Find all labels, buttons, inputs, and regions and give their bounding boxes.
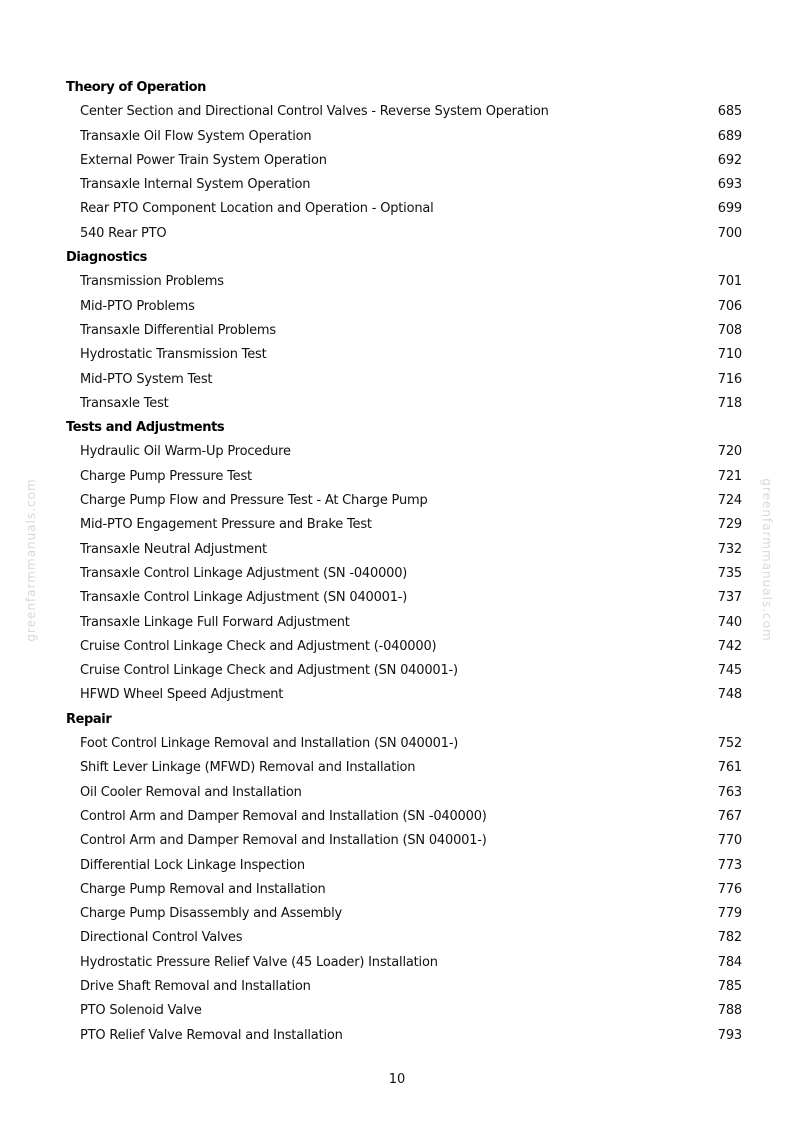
toc-entry-title: Charge Pump Removal and Installation [80,881,326,897]
toc-entry[interactable] [66,1024,742,1048]
toc-entry[interactable] [66,756,742,780]
toc-entry[interactable] [66,659,742,683]
toc-entry[interactable] [66,829,742,853]
toc-entry[interactable] [66,392,742,416]
toc-entry-page: 776 [717,881,742,897]
toc-entry[interactable] [66,854,742,878]
toc-entry-title: Foot Control Linkage Removal and Installation (SN 040001-) [80,736,459,752]
toc-entry-page: 788 [717,1003,742,1019]
toc-entry-page: 740 [717,614,742,630]
toc-entry[interactable] [66,343,742,367]
watermark-left: greenfarmmanuals.com [24,478,38,642]
toc-entry-title: Transaxle Test [80,395,169,411]
toc-entry[interactable] [66,513,742,537]
toc-entry-page: 770 [717,833,742,849]
toc-entry-title: Control Arm and Damper Removal and Installation (SN 040001-) [80,833,487,849]
toc-entry[interactable] [66,586,742,610]
toc-section [66,708,742,1048]
toc-entry[interactable] [66,489,742,513]
toc-entry-page: 782 [717,930,742,946]
toc-entry-page: 693 [717,177,742,193]
toc-entry-title: Hydraulic Oil Warm-Up Procedure [80,444,291,460]
toc-entry-title: Differential Lock Linkage Inspection [80,857,305,873]
toc-entry[interactable] [66,125,742,149]
toc-entry-title: External Power Train System Operation [80,152,327,168]
toc-entry[interactable] [66,368,742,392]
toc-entry-title: Directional Control Valves [80,930,243,946]
toc-entry-page: 752 [717,736,742,752]
toc-entry-title: Hydrostatic Transmission Test [80,347,267,363]
toc-entry[interactable] [66,222,742,246]
toc-entry-title: Mid-PTO Problems [80,298,195,314]
toc-entry[interactable] [66,975,742,999]
toc-entry[interactable] [66,878,742,902]
toc-entry[interactable] [66,149,742,173]
toc-entry-page: 710 [717,347,742,363]
toc-entry-page: 745 [717,663,742,679]
toc-entry[interactable] [66,805,742,829]
toc-section [66,246,742,416]
toc-entry[interactable] [66,732,742,756]
watermark-right: greenfarmmanuals.com [760,478,774,642]
toc-entry-page: 767 [717,808,742,824]
toc-entry-title: Mid-PTO System Test [80,371,213,387]
toc-entry-title: Shift Lever Linkage (MFWD) Removal and Installation [80,760,416,776]
toc-entry-page: 735 [717,565,742,581]
toc-entry[interactable] [66,270,742,294]
toc-entry-title: Charge Pump Disassembly and Assembly [80,906,342,922]
toc-entry-page: 692 [717,152,742,168]
toc-entry[interactable] [66,781,742,805]
toc-entry[interactable] [66,538,742,562]
toc-entry[interactable] [66,440,742,464]
toc-entry-title: Transaxle Neutral Adjustment [80,541,267,557]
toc-entry-page: 701 [717,274,742,290]
toc-entry-page: 784 [717,954,742,970]
toc-entry-page: 685 [717,104,742,120]
toc-entry[interactable] [66,611,742,635]
toc-entry-title: PTO Relief Valve Removal and Installation [80,1027,343,1043]
toc-entry-page: 708 [717,322,742,338]
toc-entry-title: Oil Cooler Removal and Installation [80,784,302,800]
toc-entry-page: 779 [717,906,742,922]
toc-entry-page: 706 [717,298,742,314]
toc-entry[interactable] [66,926,742,950]
toc-entry-page: 700 [717,225,742,241]
toc-entry-page: 716 [717,371,742,387]
toc-entry-page: 763 [717,784,742,800]
toc-entry[interactable] [66,562,742,586]
toc-entry-title: HFWD Wheel Speed Adjustment [80,687,284,703]
toc-entry[interactable] [66,173,742,197]
section-title: Repair [66,711,112,727]
toc-entry-title: Cruise Control Linkage Check and Adjustment (SN 040001-) [80,663,458,679]
toc-entry-title: Transaxle Internal System Operation [80,177,311,193]
toc-entry-page: 737 [717,590,742,606]
toc-entry-page: 689 [717,128,742,144]
toc-entry[interactable] [66,635,742,659]
toc-entry-title: Charge Pump Pressure Test [80,468,252,484]
toc-entry-title: PTO Solenoid Valve [80,1003,202,1019]
toc-entry-page: 732 [717,541,742,557]
toc-entry-title: Transmission Problems [80,274,224,290]
toc-entry[interactable] [66,951,742,975]
toc-entry-page: 748 [717,687,742,703]
page-number: 10 [388,1072,406,1087]
table-of-contents [66,76,742,1048]
toc-entry-title: 540 Rear PTO [80,225,167,241]
toc-entry-title: Mid-PTO Engagement Pressure and Brake Test [80,517,372,533]
toc-entry-title: Charge Pump Flow and Pressure Test - At Charge Pump [80,493,428,509]
toc-entry-title: Drive Shaft Removal and Installation [80,978,311,994]
toc-entry-title: Rear PTO Component Location and Operation - Optional [80,201,434,217]
toc-entry-page: 720 [717,444,742,460]
toc-entry-page: 699 [717,201,742,217]
toc-entry-title: Transaxle Control Linkage Adjustment (SN -040000) [80,565,408,581]
toc-section [66,416,742,708]
toc-entry[interactable] [66,683,742,707]
section-title: Tests and Adjustments [66,420,225,436]
toc-entry-page: 724 [717,493,742,509]
toc-entry-title: Hydrostatic Pressure Relief Valve (45 Loader) Installation [80,954,438,970]
toc-entry[interactable] [66,197,742,221]
toc-entry-page: 761 [717,760,742,776]
toc-entry[interactable] [66,999,742,1023]
toc-entry[interactable] [66,319,742,343]
toc-entry-title: Transaxle Control Linkage Adjustment (SN 040001-) [80,590,408,606]
toc-entry-page: 773 [717,857,742,873]
toc-entry-title: Control Arm and Damper Removal and Installation (SN -040000) [80,808,487,824]
toc-entry-title: Center Section and Directional Control Valves - Reverse System Operation [80,104,549,120]
toc-entry[interactable] [66,100,742,124]
toc-entry[interactable] [66,465,742,489]
toc-entry-page: 785 [717,978,742,994]
toc-section [66,76,742,246]
toc-entry-title: Cruise Control Linkage Check and Adjustment (-040000) [80,638,437,654]
toc-entry-page: 729 [717,517,742,533]
toc-entry-title: Transaxle Linkage Full Forward Adjustment [80,614,350,630]
toc-entry-title: Transaxle Oil Flow System Operation [80,128,312,144]
toc-entry-page: 718 [717,395,742,411]
toc-entry-page: 742 [717,638,742,654]
toc-entry[interactable] [66,902,742,926]
section-title: Theory of Operation [66,80,207,95]
section-title: Diagnostics [66,250,147,266]
toc-entry-page: 721 [717,468,742,484]
toc-entry[interactable] [66,295,742,319]
toc-entry-title: Transaxle Differential Problems [80,322,276,338]
toc-entry-page: 793 [717,1027,742,1043]
